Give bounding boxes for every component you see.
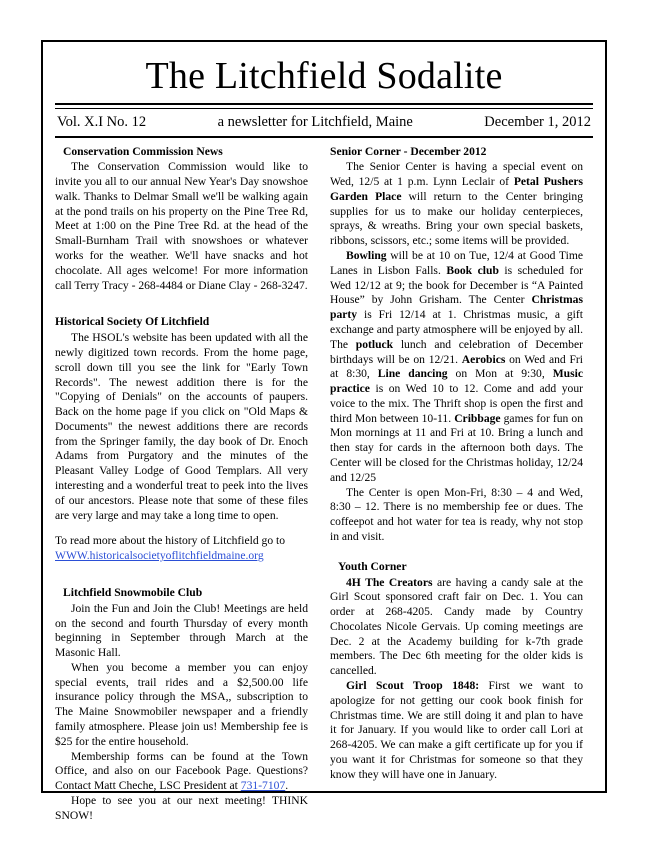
snowmobile-contact-tail: . <box>285 779 289 793</box>
senior-p2-text-b: is scheduled for Wed 12/12 at 9; the book for December is “A Painted House” by John Grisham. The Center <box>330 263 584 307</box>
snowmobile-paragraph-4: Hope to see you at our next meeting! THINK SNOW! <box>55 793 308 822</box>
activity-christmas-party: Christmas party <box>330 293 583 322</box>
newsletter-title: The Litchfield Sodalite <box>145 55 503 97</box>
historical-body: The HSOL's website has been updated with all the newly digitized town records. From the home page, scroll down till you see the link for "Early Town Records". The newest addition there is for the "Copying of Denials" on the accounts of paupers. Back on the home page if you click on "Old Maps & Documents" the newest additions there are records from the Springer family, the day book of Dr. Enoch Adams from Purgatory and the minutes of the Pleasant Valley Lodge of Good Templars. All very interesting and a wonderful treat to peek into the lives of our ancestors. Please note that some of these files are very large and may take a long time to open. <box>55 331 308 522</box>
article-youth-corner <box>330 560 583 783</box>
senior-p1-text-a: The Senior Center is having a special event on Wed, 12/5 at 1 p.m. Lynn Leclair of <box>330 160 583 189</box>
activity-line-dancing: Line dancing <box>377 367 448 381</box>
activity-book-club: Book club <box>446 263 499 277</box>
newsletter-page <box>41 40 607 822</box>
masthead <box>55 56 593 138</box>
article-senior-corner <box>330 145 583 545</box>
activity-bowling: Bowling <box>346 249 387 263</box>
youth-p2-text: First we want to apologize for not getting our cook book finish for Christmas time. We are still doing it and plan to have it for January. If you would like to order call Lori at 268-4205. We can make a gift certificate up for you if you want it for Christmas for someone so that they know they will have one in January. <box>330 678 583 781</box>
snowmobile-contact-text: Membership forms can be found at the Town Office, and also on our Facebook Page. Questions? Contact Matt Cheche, LSC President at <box>55 749 308 793</box>
historical-society-link[interactable]: WWW.historicalsocietyoflitchfieldmaine.org <box>55 549 264 563</box>
masthead-rule-bottom <box>55 136 593 138</box>
senior-p1-text-c: will return to the Center bringing supplies for us to make our holiday centerpieces, sprays, & wreaths. Bring your own special baskets, ribbons, scissors, etc.; some items will be provided. <box>330 189 583 248</box>
senior-paragraph-2 <box>330 249 583 486</box>
senior-p2-text-f: on Mon at 9:30, <box>447 367 553 381</box>
senior-p2-text-g: is on Wed 10 to 12. Come and add your voice to the mix. The Thrift shop is open the first and third Mon between 10-11. <box>330 382 583 425</box>
conservation-body: The Conservation Commission would like to invite you all to our annual New Year's Day snowshoe walk. Thanks to Delmar Small we'll be walking again at the pond trails on his property on the Pine Tree Rd, Meet at 1:00 on the Pine Tree Rd. at the head of the Small-Burnham Trail with snowshoes or whatever works for the weather. We'll have snacks and hot chocolate. All ages welcome! For more information call Terry Tracy - 268-4484 or Diane Clay - 268-3247. <box>55 160 308 292</box>
right-column <box>330 145 583 824</box>
section-spacer <box>55 564 308 586</box>
snowmobile-phone-link[interactable]: 731-7107 <box>240 779 286 793</box>
historical-link-intro: To read more about the history of Litchfield go to <box>55 534 286 548</box>
activity-potluck: potluck <box>355 337 394 351</box>
article-snowmobile-club <box>55 586 308 824</box>
issue-date-label: December 1, 2012 <box>484 113 591 130</box>
activity-cribbage: Cribbage <box>454 411 501 425</box>
article-historical-society <box>55 315 308 564</box>
senior-p2-text-e: on Wed and Fri at 8:30, <box>330 352 583 381</box>
snowmobile-paragraph-3 <box>55 750 308 794</box>
youth-paragraph-2 <box>330 679 583 782</box>
senior-paragraph-3: The Center is open Mon-Fri, 8:30 – 4 and Wed, 8:30 – 12. There is no membership fee or dues. The coffeepot and hot water for tea is ready, why not stop in and visit. <box>330 485 583 543</box>
senior-paragraph-1 <box>330 160 583 249</box>
tagline-label: a newsletter for Litchfield, Maine <box>217 113 413 130</box>
snowmobile-paragraph-2: When you become a member you can enjoy special events, trail rides and a $2,500.00 life insurance policy through the MSA,, subscription to The Maine Snowmobiler newspaper and a friendly family atmosphere. Please join us! Membership fee is $25 for the entire household. <box>55 660 308 748</box>
activity-aerobics: Aerobics <box>461 352 506 366</box>
snowmobile-heading: Litchfield Snowmobile Club <box>63 585 203 599</box>
page-content <box>43 42 605 823</box>
volume-label: Vol. X.I No. 12 <box>57 113 147 130</box>
senior-corner-heading: Senior Corner - December 2012 <box>330 144 487 158</box>
group-4h-creators: 4H The Creators <box>346 575 433 589</box>
youth-p1-text: are having a candy sale at the Girl Scout sponsored craft fair on Dec. 1. You can order at 268-4205. Candy made by Country Chocolates Nicole Gervais. Up coming meetings are Dec. 2 at the Academy building for k-7th grade members. The Dec 6th meeting for the older kids is cancelled. <box>330 575 583 678</box>
senior-p2-text-c: is Fri 12/14 at 1. Christmas music, a gift exchange and party atmosphere will be enjoyed by all. The <box>330 308 583 351</box>
left-column <box>55 145 308 824</box>
youth-corner-heading: Youth Corner <box>338 559 407 573</box>
conservation-heading: Conservation Commission News <box>63 144 223 158</box>
historical-heading: Historical Society Of Litchfield <box>55 315 210 329</box>
youth-paragraph-1 <box>330 576 583 679</box>
section-spacer <box>330 545 583 560</box>
masthead-info-bar <box>55 109 593 136</box>
senior-p2-text-h: games for fun on Mon mornings at 11 and Fri at 10. Bring a lunch and then stay for cards in the afternoon both days. The Center will be closed for the Christmas holiday, 12/24 and 12/25 <box>330 411 583 484</box>
senior-p2-text-d: lunch and celebration of December birthdays will be on 12/21. <box>330 337 583 366</box>
article-columns <box>55 145 593 824</box>
senior-event-host: Petal Pushers Garden Place <box>330 175 583 203</box>
snowmobile-paragraph-1: Join the Fun and Join the Club! Meetings are held on the second and fourth Thursday of every month beginning in September through March at the Masonic Hall. <box>55 601 308 660</box>
article-conservation-commission <box>55 145 308 294</box>
group-girl-scout-troop: Girl Scout Troop 1848: <box>346 678 480 692</box>
activity-music-practice: Music practice <box>330 367 583 396</box>
senior-p2-text-a: will be at 10 on Tue, 12/4 at Good Time Lanes in Lisbon Falls. <box>330 249 583 277</box>
historical-link-paragraph <box>55 549 308 564</box>
section-spacer <box>55 293 308 315</box>
